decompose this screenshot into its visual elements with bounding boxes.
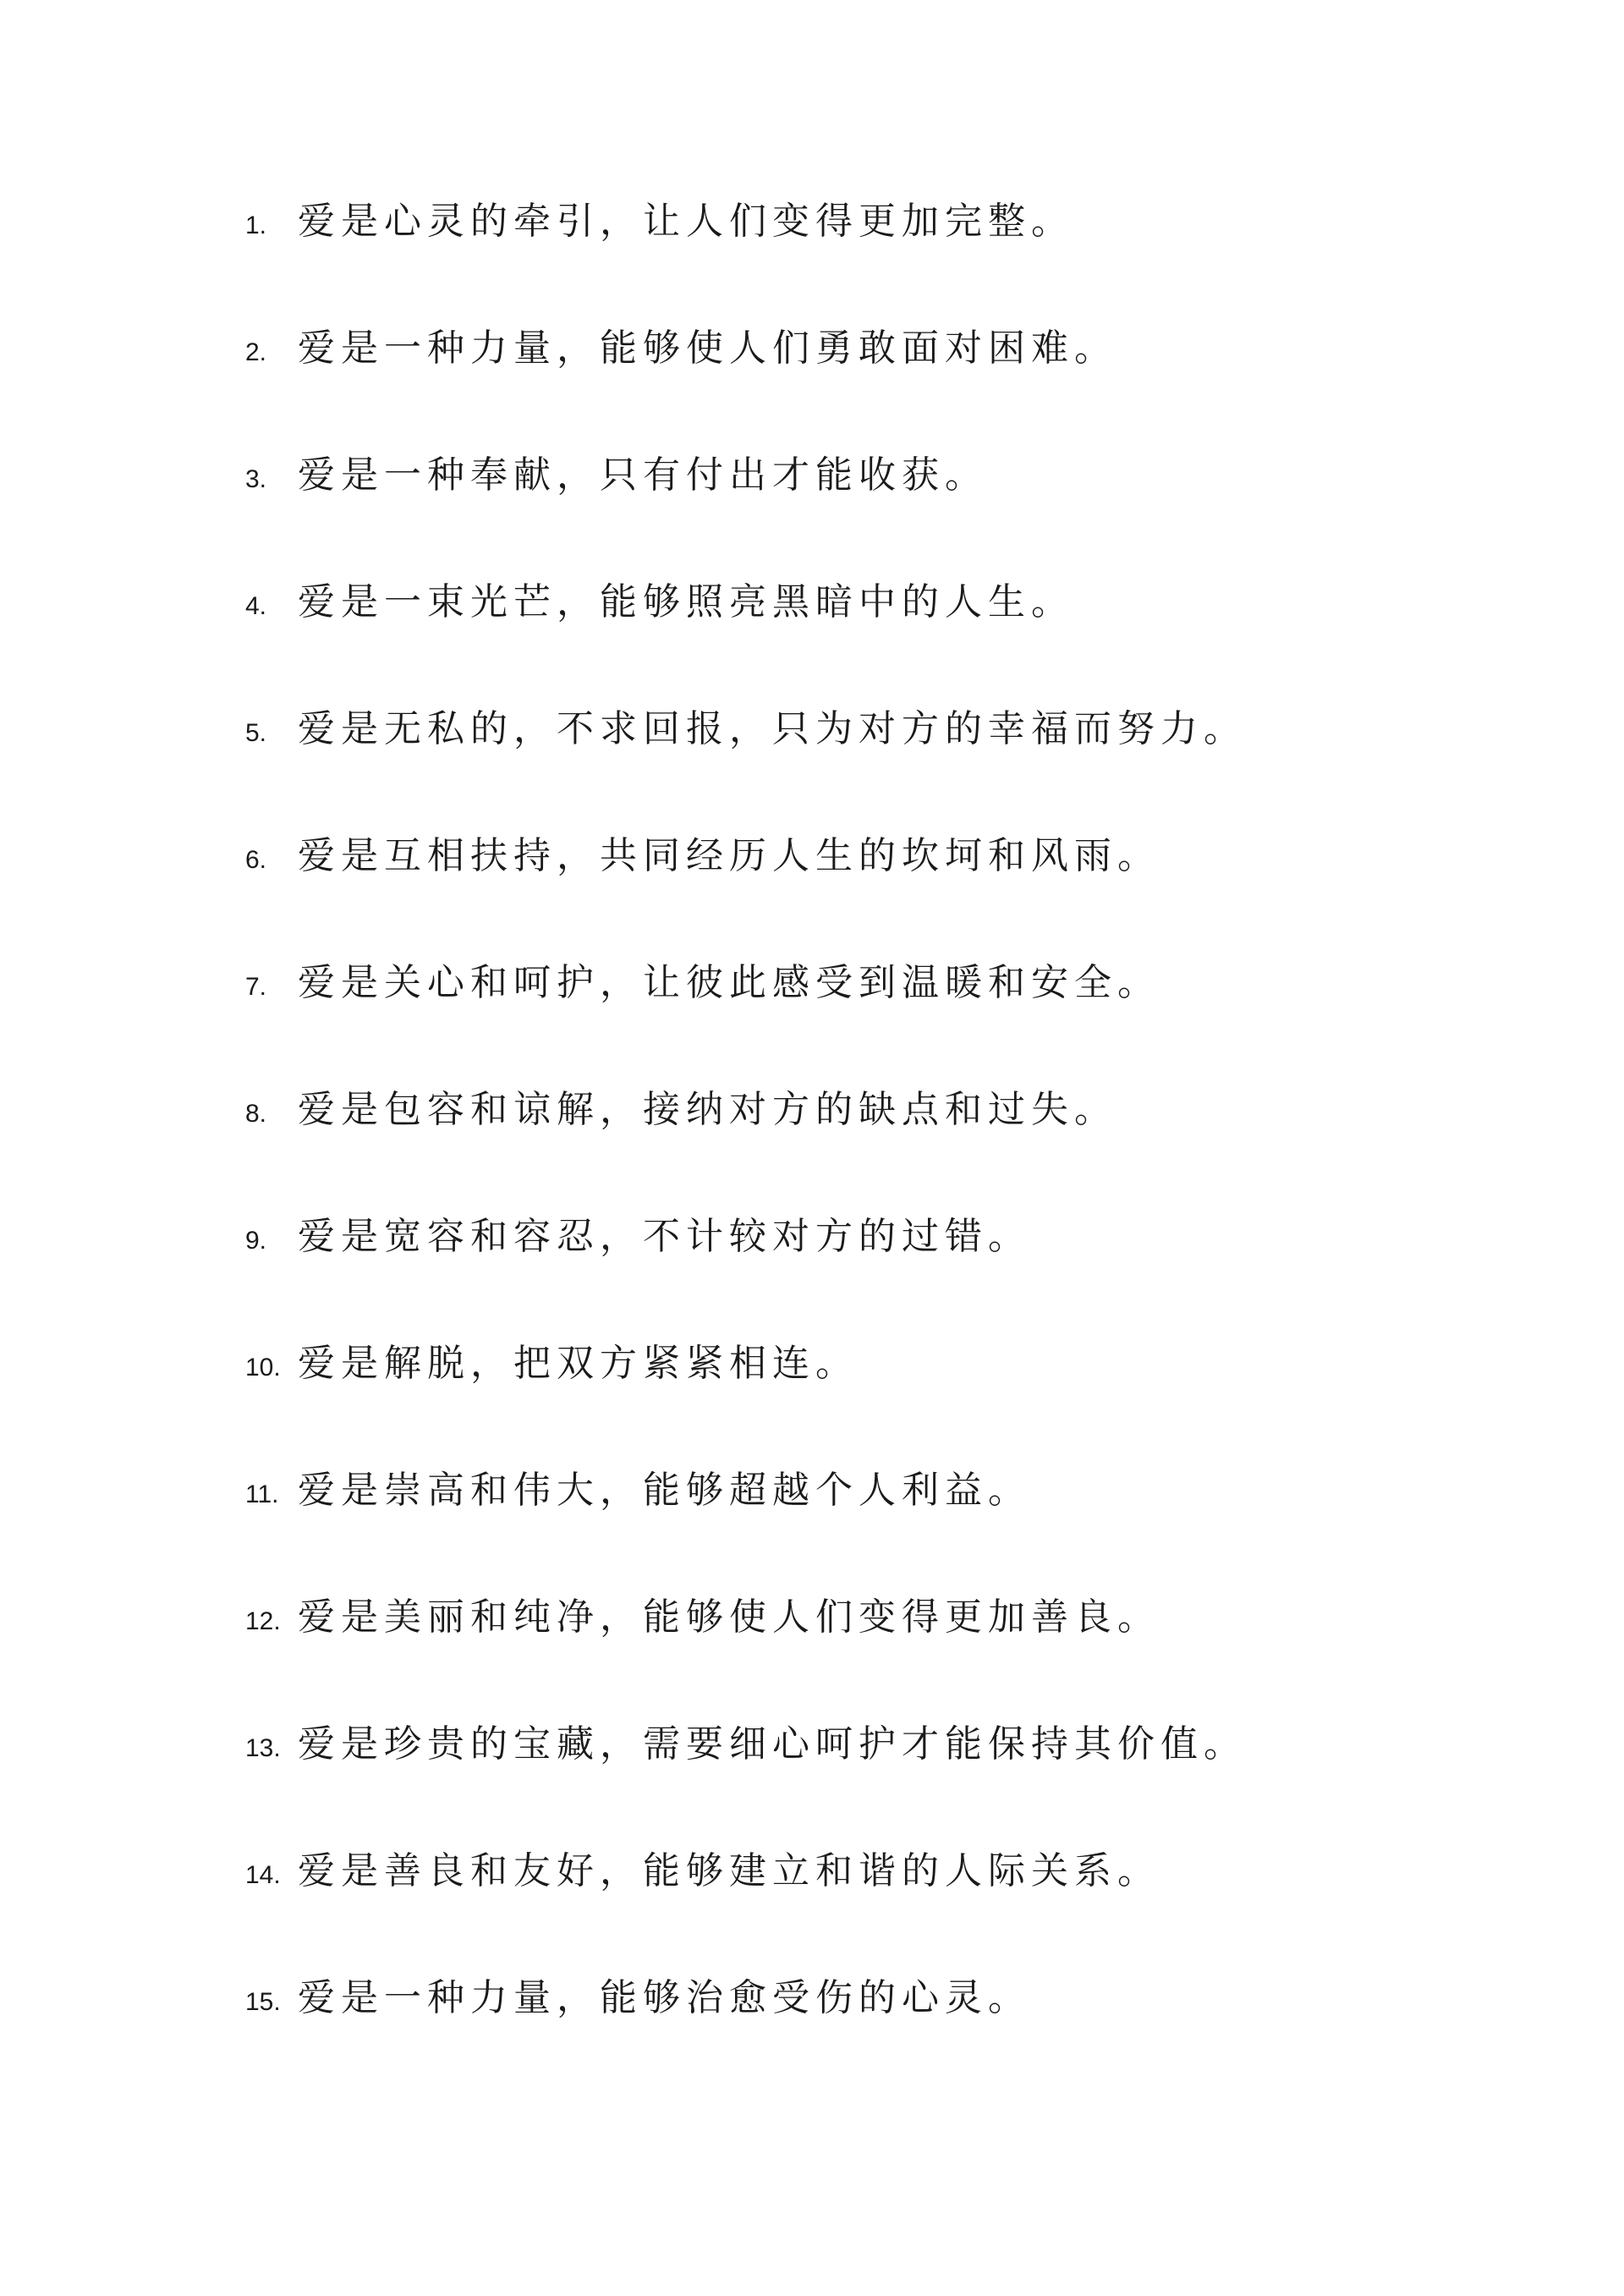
list-item-text: 爱是无私的，不求回报，只为对方的幸福而努力。 [298, 707, 1247, 750]
list-item [245, 1840, 1531, 1967]
list-item-text: 爱是宽容和容忍，不计较对方的过错。 [298, 1215, 1031, 1258]
list-item-number: 13. [245, 1734, 281, 1762]
list-item-number: 5. [245, 719, 267, 747]
numbered-list [245, 190, 1531, 2094]
list-item-number: 9. [245, 1227, 267, 1255]
list-item [245, 1713, 1531, 1840]
list-item-text: 爱是解脱，把双方紧紧相连。 [298, 1342, 859, 1385]
list-item-text: 爱是关心和呵护，让彼此感受到温暖和安全。 [298, 961, 1160, 1004]
list-item-number: 3. [245, 465, 267, 493]
list-item [245, 698, 1531, 825]
list-item [245, 825, 1531, 952]
list-item-number: 14. [245, 1861, 281, 1889]
list-item [245, 1206, 1531, 1332]
list-item-number: 6. [245, 846, 267, 874]
list-item-number: 15. [245, 1988, 281, 2016]
list-item-text: 爱是包容和谅解，接纳对方的缺点和过失。 [298, 1088, 1117, 1131]
list-item-text: 爱是一种力量，能够治愈受伤的心灵。 [298, 1976, 1031, 2019]
list-item-number: 10. [245, 1354, 281, 1381]
list-item [245, 1459, 1531, 1586]
list-item-number: 8. [245, 1100, 267, 1128]
list-item [245, 1079, 1531, 1206]
list-item [245, 1967, 1531, 2094]
list-item-text: 爱是崇高和伟大，能够超越个人利益。 [298, 1469, 1031, 1512]
list-item-text: 爱是互相扶持，共同经历人生的坎坷和风雨。 [298, 834, 1160, 877]
list-item-text: 爱是心灵的牵引，让人们变得更加完整。 [298, 200, 1074, 243]
list-item-number: 4. [245, 592, 267, 620]
list-item-number: 2. [245, 338, 267, 366]
list-item-number: 11. [245, 1480, 279, 1508]
list-item-text: 爱是珍贵的宝藏，需要细心呵护才能保持其价值。 [298, 1722, 1247, 1766]
list-item [245, 1332, 1531, 1459]
list-item-text: 爱是一种力量，能够使人们勇敢面对困难。 [298, 327, 1117, 370]
list-item-text: 爱是善良和友好，能够建立和谐的人际关系。 [298, 1849, 1160, 1892]
list-item [245, 190, 1531, 317]
list-item-text: 爱是美丽和纯净，能够使人们变得更加善良。 [298, 1596, 1160, 1639]
list-item-text: 爱是一种奉献，只有付出才能收获。 [298, 453, 988, 497]
list-item [245, 444, 1531, 571]
list-item-number: 1. [245, 211, 267, 239]
list-item [245, 952, 1531, 1079]
list-item [245, 571, 1531, 698]
list-item-number: 7. [245, 973, 267, 1001]
list-item [245, 317, 1531, 444]
list-item-number: 12. [245, 1607, 281, 1635]
list-item [245, 1586, 1531, 1713]
list-item-text: 爱是一束光芒，能够照亮黑暗中的人生。 [298, 580, 1074, 623]
